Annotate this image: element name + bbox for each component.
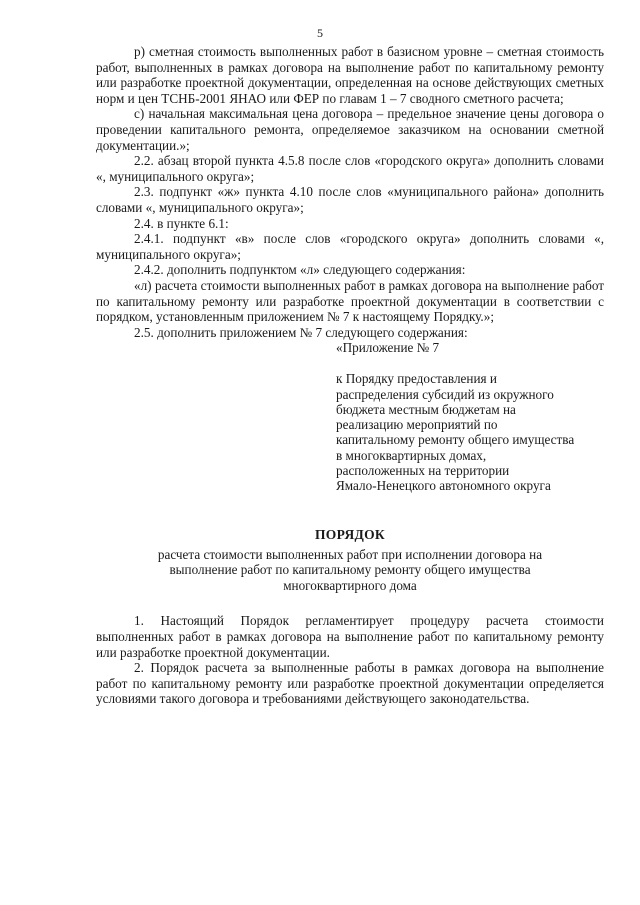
paragraph-2-3: 2.3. подпункт «ж» пункта 4.10 после слов «муниципального района» дополнить словами «, муниципального округа»; (96, 184, 604, 215)
paragraph-s: с) начальная максимальная цена договора – предельное значение цены договора о проведении капитального ремонта, определяемое заказчиком на основании сметной документации.»; (96, 106, 604, 153)
paragraph-2: 2. Порядок расчета за выполненные работы в рамках договора на выполнение работ по капитальному ремонту или разработке проектной документации определяется условиями такого договора и требованиями действующего законодательства. (96, 660, 604, 707)
document-heading: ПОРЯДОК (314, 527, 385, 543)
paragraph-r: р) сметная стоимость выполненных работ в базисном уровне – сметная стоимость работ, выполненных в рамках договора на выполнение работ по капитальному ремонту или разработке проектной документации, определенная на основе действующих сметных норм и цен ТСНБ-2001 ЯНАО или ФЕР по главам 1 – 7 сводного сметного расчета; (96, 44, 604, 106)
paragraph-2-4: 2.4. в пункте 6.1: (134, 215, 229, 231)
paragraph-2-4-1: 2.4.1. подпункт «в» после слов «городского округа» дополнить словами «, муниципального округа»; (96, 231, 604, 262)
section-gap (96, 593, 604, 613)
paragraph-1: 1. Настоящий Порядок регламентирует процедуру расчета стоимости выполненных работ в рамках договора на выполнение работ по капитальному ремонту или разработке проектной документации. (96, 613, 604, 660)
appendix-line: реализацию мероприятий по (336, 417, 498, 433)
paragraph-2-2: 2.2. абзац второй пункта 4.5.8 после слов «городского округа» дополнить словами «, муниципального округа»; (96, 153, 604, 184)
appendix-line: распределения субсидий из окружного (336, 386, 554, 402)
appendix-line: к Порядку предоставления и (336, 371, 497, 387)
appendix-header (336, 340, 604, 493)
paragraph-2-5: 2.5. дополнить приложением № 7 следующего содержания: (134, 324, 468, 340)
appendix-line: расположенных на территории (336, 462, 510, 478)
paragraph-2-4-2: 2.4.2. дополнить подпунктом «л» следующего содержания: (134, 262, 466, 278)
appendix-line: Ямало-Ненецкого автономного округа (336, 477, 551, 493)
appendix-line: капитальному ремонту общего имущества (336, 432, 575, 448)
appendix-line: бюджета местным бюджетам на (336, 401, 516, 417)
paragraph-l: «л) расчета стоимости выполненных работ в рамках договора на выполнение работ по капитальному ремонту или разработке проектной документации в соответствии с порядком, установленным приложением № 7 к настоящему Порядку.»; (96, 277, 604, 325)
appendix-line: в многоквартирных домах, (336, 447, 487, 463)
page-number: 5 (317, 26, 323, 40)
appendix-title: «Приложение № 7 (336, 340, 440, 356)
document-body (96, 44, 604, 707)
document-subheading: расчета стоимости выполненных работ при исполнении договора на выполнение работ по капитальному ремонту общего имущества многоквартирного дома (157, 546, 543, 593)
